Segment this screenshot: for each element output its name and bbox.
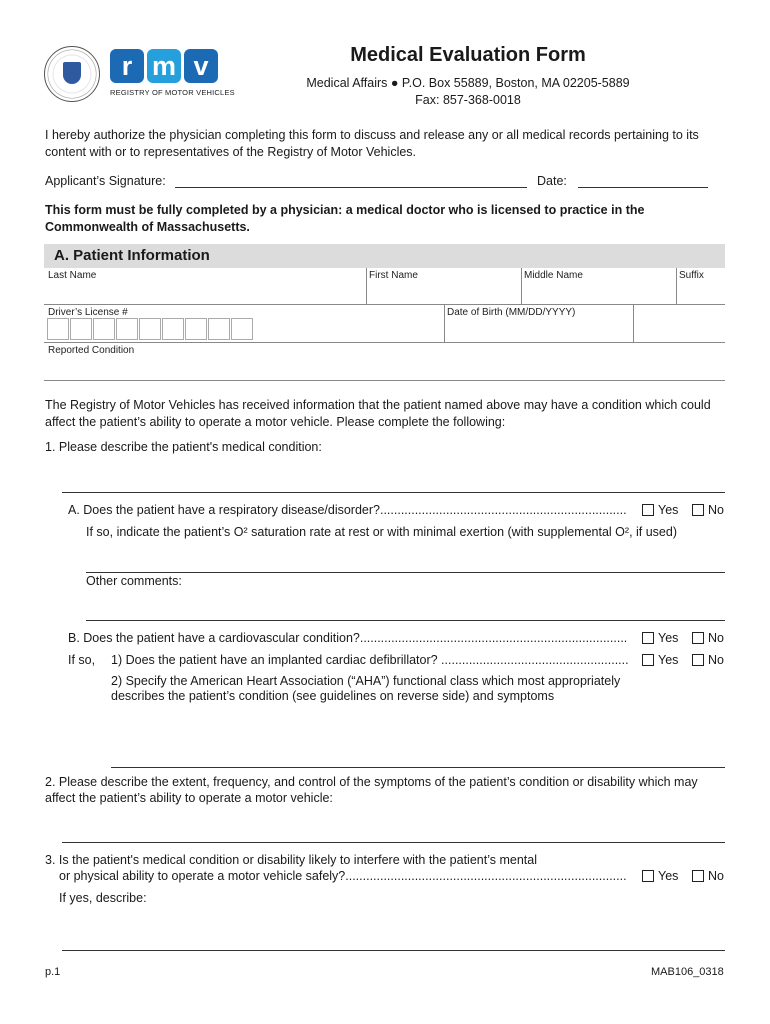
question-3-line1: 3. Is the patient's medical condition or disability likely to interfere with the patient’s mental (45, 853, 537, 867)
question-2: 2. Please describe the extent, frequency, and control of the symptoms of the patient’s condition or disability which may affect the patient’s ability to operate a motor vehicle: (45, 775, 698, 805)
rmv-logo-m: m (147, 49, 181, 83)
if-so-label: If so, (68, 653, 96, 667)
question-b: B. Does the patient have a cardiovascular condition?............................................................................. (68, 631, 628, 645)
date-label: Date: (537, 174, 567, 188)
question-1: 1. Please describe the patient's medical condition: (45, 440, 322, 454)
answer-line-a1[interactable] (86, 572, 725, 573)
form-title: Medical Evaluation Form (350, 44, 586, 66)
date-line[interactable] (578, 187, 708, 188)
rmv-logo-r: r (110, 49, 144, 83)
row-divider (44, 342, 725, 343)
qa-no-checkbox[interactable] (692, 504, 704, 516)
qa-no-label: No (708, 503, 724, 517)
question-b1: 1) Does the patient have an implanted cardiac defibrillator? ...................................................... (111, 653, 629, 667)
page-number: p.1 (45, 966, 61, 978)
question-3-line2: or physical ability to operate a motor vehicle safely?................................................................................. (59, 869, 627, 883)
rmv-logo-v: v (184, 49, 218, 83)
divider (676, 268, 677, 304)
q3-yes-label: Yes (658, 869, 679, 883)
answer-line-a2[interactable] (86, 620, 725, 621)
authorization-text: I hereby authorize the physician completing this form to discuss and release any or all medical records pertaining to its content with or to representatives of the Registry of Motor Vehicles. (45, 128, 699, 159)
suffix-label: Suffix (679, 270, 704, 281)
section-a-header: A. Patient Information (44, 244, 725, 268)
middle-name-label: Middle Name (524, 270, 583, 281)
q3-no-checkbox[interactable] (692, 870, 704, 882)
qb-no-label: No (708, 631, 724, 645)
rmv-logo (110, 49, 218, 83)
if-yes-label: If yes, describe: (59, 891, 147, 905)
answer-line-2[interactable] (62, 842, 725, 843)
other-comments-label: Other comments: (86, 574, 182, 588)
answer-line-1[interactable] (62, 492, 725, 493)
signature-label: Applicant’s Signature: (45, 174, 166, 188)
signature-line[interactable] (175, 187, 527, 188)
row-divider (44, 380, 725, 381)
answer-line-3[interactable] (62, 950, 725, 951)
qa-yes-label: Yes (658, 503, 679, 517)
answer-line-b[interactable] (111, 767, 725, 768)
drivers-license-boxes[interactable] (47, 318, 254, 340)
question-b2: 2) Specify the American Heart Association (“AHA”) functional class which most appropriately describes the patient’s condition (see guidelines on reverse side) and symptoms (111, 674, 621, 703)
question-a-sub: If so, indicate the patient’s O² saturation rate at rest or with minimal exertion (with supplemental O², if used) (86, 525, 678, 539)
divider (444, 304, 445, 342)
divider (366, 268, 367, 304)
massachusetts-seal-logo (44, 46, 100, 102)
qb1-no-label: No (708, 653, 724, 667)
qb1-yes-label: Yes (658, 653, 679, 667)
row-divider (44, 304, 725, 305)
qa-yes-checkbox[interactable] (642, 504, 654, 516)
rmv-logo-subtitle: REGISTRY OF MOTOR VEHICLES (110, 88, 235, 97)
qb-no-checkbox[interactable] (692, 632, 704, 644)
q3-no-label: No (708, 869, 724, 883)
physician-notice: This form must be fully completed by a physician: a medical doctor who is licensed to practice in the Commonwealth of Massachusetts. (45, 203, 645, 234)
last-name-label: Last Name (48, 270, 97, 281)
address-line: Medical Affairs ● P.O. Box 55889, Boston, MA 02205-5889 (306, 76, 630, 90)
qb1-no-checkbox[interactable] (692, 654, 704, 666)
drivers-license-label: Driver’s License # (48, 307, 128, 318)
reported-condition-label: Reported Condition (48, 345, 135, 356)
intro-text: The Registry of Motor Vehicles has received information that the patient named above may have a condition which could affect the patient’s ability to operate a motor vehicle. Please complete the following: (45, 398, 711, 429)
qb-yes-label: Yes (658, 631, 679, 645)
dob-label: Date of Birth (MM/DD/YYYY) (447, 307, 576, 318)
qb-yes-checkbox[interactable] (642, 632, 654, 644)
q3-yes-checkbox[interactable] (642, 870, 654, 882)
first-name-label: First Name (369, 270, 418, 281)
divider (633, 304, 634, 342)
fax-line: Fax: 857-368-0018 (415, 93, 521, 107)
divider (521, 268, 522, 304)
qb1-yes-checkbox[interactable] (642, 654, 654, 666)
question-a: A. Does the patient have a respiratory disease/disorder?....................................................................... (68, 503, 627, 517)
form-code: MAB106_0318 (651, 966, 724, 978)
